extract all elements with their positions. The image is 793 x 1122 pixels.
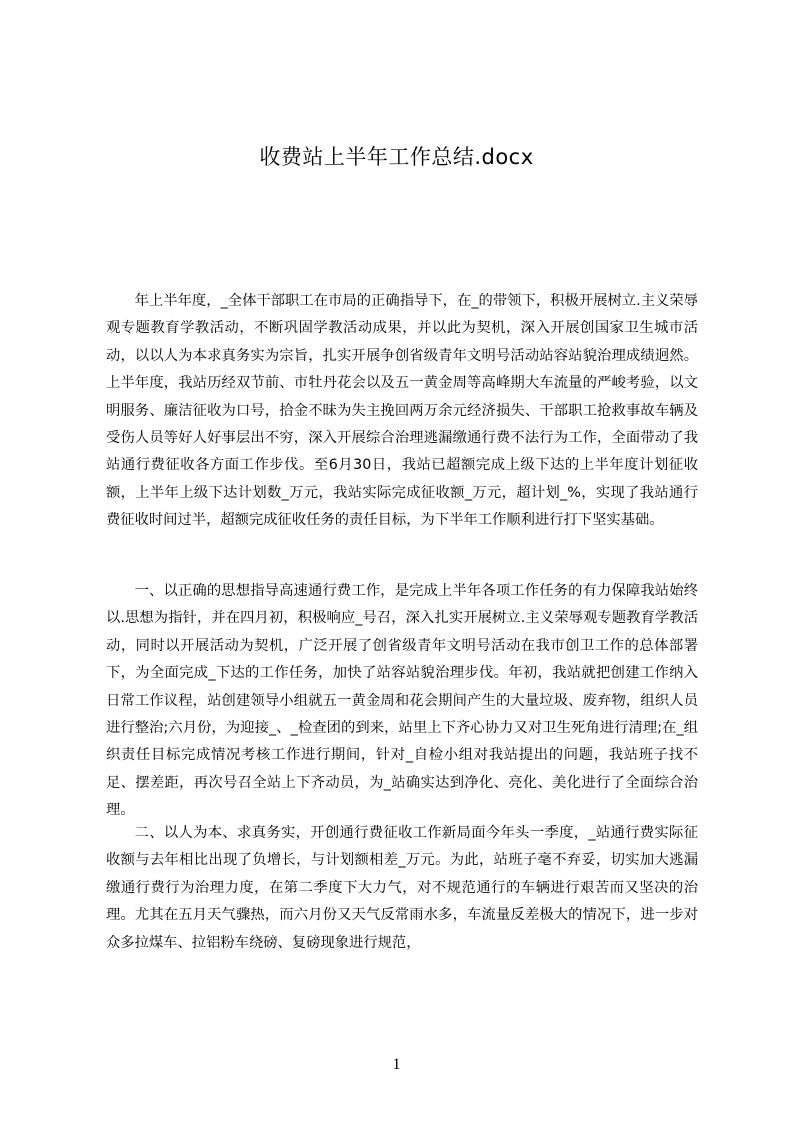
body-paragraph-1: 年上半年度，_全体干部职工在市局的正确指导下，在_的带领下，积极开展树立.主义荣辱观专题教育学教活动，不断巩固学教活动成果，并以此为契机，深入开展创国家卫生城市活动，以以人为本求真务实为宗旨，扎实开展争创省级青年文明号活动站容站貌治理成绩迥然。上半年度，我站历经双节前、市牡丹花会以及五一黄金周等高峰期大车流量的严峻考验，以文明服务、廉洁征收为口号，拾金不昧为失主挽回两万余元经济损失、干部职工抢救事故车辆及受伤人员等好人好事层出不穷，深入开展综合治理逃漏缴通行费不法行为工作，全面带动了我站通行费征收各方面工作步伐。至6月30日，我站已超额完成上级下达的上半年度计划征收额，上半年上级下达计划数_万元，我站实际完成征收额_万元，超计划_%，实现了我站通行费征收时间过半，超额完成征收任务的责任目标，为下半年工作顺利进行打下坚实基础。: [106, 293, 698, 529]
body-paragraph-2: 一、以正确的思想指导高速通行费工作，是完成上半年各项工作任务的有力保障我站始终以.思想为指针，并在四月初，积极响应_号召，深入扎实开展树立.主义荣辱观专题教育学教活动，同时以开展活动为契机，广泛开展了创省级青年文明号活动在我市创卫工作的总体部署下，为全面完成_下达的工作任务，加快了站容站貌治理步伐。年初，我站就把创建工作纳入日常工作议程，站创建领导小组就五一黄金周和花会期间产生的大量垃圾、废弃物，组织人员进行整治;六月份，为迎接_、_检查团的到来，站里上下齐心协力又对卫生死角进行清理;在_组织责任目标完成情况考核工作进行期间，针对_自检小组对我站提出的问题，我站班子找不足、摆差距，再次号召全站上下齐动员，为_站确实达到净化、亮化、美化进行了全面综合治理。: [106, 583, 698, 819]
document-title: 收费站上半年工作总结.docx: [259, 145, 534, 169]
body-paragraph-3: 二、以人为本、求真务实，开创通行费征收工作新局面今年头一季度，_站通行费实际征收额与去年相比出现了负增长，与计划额相差_万元。为此，站班子毫不弃妥，切实加大逃漏缴通行费行为治理力度，在第二季度下大力气，对不规范通行的车辆进行艰苦而又坚决的治理。尤其在五月天气骤热，而六月份又天气反常雨水多，车流量反差极大的情况下，进一步对众多拉煤车、拉铝粉车绕磅、复磅现象进行规范，: [106, 825, 698, 951]
page-number: 1: [392, 1056, 401, 1073]
